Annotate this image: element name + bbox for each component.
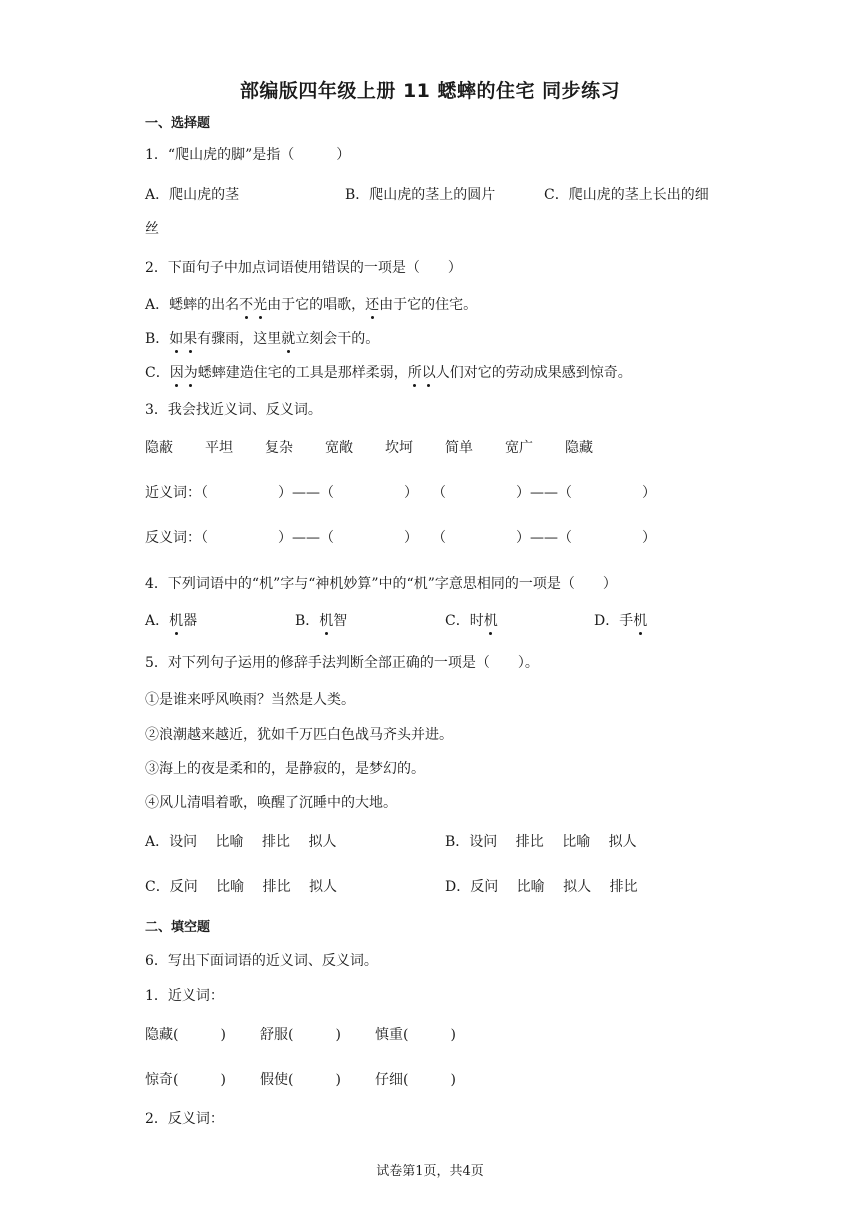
question-6-sub-synonyms: 1．近义词： <box>145 988 224 1004</box>
question-2-stem: 2．下面句子中加点词语使用错误的一项是（ ） <box>145 260 462 276</box>
synonym-blank: 隐藏( ) <box>145 1027 226 1043</box>
page-title: 部编版四年级上册 11 蟋蟀的住宅 同步练习 <box>239 80 621 102</box>
question-1-option-a: A．爬山虎的茎 <box>145 187 240 203</box>
antonym-answer-line: 反义词：（ ）——（ ） （ ）——（ ） <box>145 530 656 546</box>
word-bank-item: 隐藏 <box>565 440 593 456</box>
word-bank-item: 隐蔽 <box>145 440 173 456</box>
word-bank-item: 坎坷 <box>385 440 413 456</box>
question-4-stem: 4．下列词语中的“机”字与“神机妙算”中的“机”字意思相同的一项是（ ） <box>145 576 617 592</box>
question-2-option-c: C．因为蟋蟀建造住宅的工具是那样柔弱，所以人们对它的劳动成果感到惊奇。 <box>145 365 632 381</box>
question-5-sentence-1: ①是谁来呼风唤雨？当然是人类。 <box>145 692 355 708</box>
page-footer: 试卷第1页，共4页 <box>376 1164 484 1179</box>
synonym-blank: 假使( ) <box>260 1072 341 1088</box>
question-2-option-a: A．蟋蟀的出名不光由于它的唱歌，还由于它的住宅。 <box>145 297 478 313</box>
question-5-option-a: A．设问 比喻 排比 拟人 <box>145 834 337 850</box>
question-5-stem: 5．对下列句子运用的修辞手法判断全部正确的一项是（ ）。 <box>145 655 539 671</box>
question-5-sentence-4: ④风儿清唱着歌，唤醒了沉睡中的大地。 <box>145 795 397 811</box>
word-bank-item: 宽敞 <box>325 440 353 456</box>
synonym-blank: 仔细( ) <box>375 1072 456 1088</box>
question-4-option-b: B．机智 <box>295 613 348 629</box>
question-2-option-b: B．如果有骤雨，这里就立刻会干的。 <box>145 331 380 347</box>
question-4-option-d: D．手机 <box>594 613 648 629</box>
question-4-option-a: A．机器 <box>145 613 198 629</box>
question-1-option-b: B．爬山虎的茎上的圆片 <box>345 187 496 203</box>
question-5-option-b: B．设问 排比 比喻 拟人 <box>445 834 637 850</box>
synonym-blank: 舒服( ) <box>260 1027 341 1043</box>
question-1-stem: 1．“爬山虎的脚”是指（ ） <box>145 147 351 163</box>
question-6-sub-antonyms: 2．反义词： <box>145 1111 224 1127</box>
question-6-stem: 6．写出下面词语的近义词、反义词。 <box>145 953 378 969</box>
word-bank-item: 复杂 <box>265 440 293 456</box>
synonym-blank: 慎重( ) <box>375 1027 456 1043</box>
question-1-option-c: C．爬山虎的茎上长出的细 <box>544 187 709 203</box>
section-heading-fill: 二、填空题 <box>145 920 211 935</box>
word-bank-item: 简单 <box>445 440 473 456</box>
synonym-answer-line: 近义词：（ ）——（ ） （ ）——（ ） <box>145 485 656 501</box>
question-5-sentence-3: ③海上的夜是柔和的，是静寂的，是梦幻的。 <box>145 761 425 777</box>
question-3-stem: 3．我会找近义词、反义词。 <box>145 402 322 418</box>
question-1-option-c-continued: 丝 <box>145 221 159 237</box>
question-4-option-c: C．时机 <box>445 613 498 629</box>
word-bank-item: 平坦 <box>205 440 233 456</box>
word-bank-item: 宽广 <box>505 440 533 456</box>
question-5-sentence-2: ②浪潮越来越近，犹如千万匹白色战马齐头并进。 <box>145 727 453 743</box>
question-5-option-d: D．反问 比喻 拟人 排比 <box>445 879 638 895</box>
synonym-blank: 惊奇( ) <box>145 1072 226 1088</box>
section-heading-choice: 一、选择题 <box>145 116 211 131</box>
question-5-option-c: C．反问 比喻 排比 拟人 <box>145 879 338 895</box>
